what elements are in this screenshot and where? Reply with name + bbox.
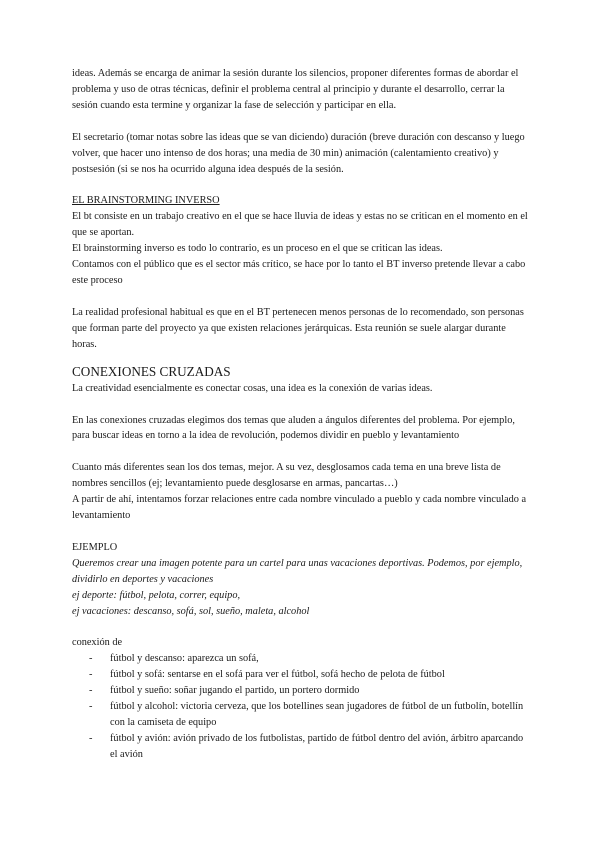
paragraph-two-themes: En las conexiones cruzadas elegimos dos temas que aluden a ángulos diferentes del problema. Por ejemplo, para buscar ideas en torno a la idea de revolución, podemos dividir en pueblo y levantamiento [72,414,515,442]
dash-bullet: - [89,732,93,744]
paragraph-session-roles: El secretario (tomar notas sobre las ideas que se van diciendo) duración (breve duración con descanso y luego volver, que hacer uno intenso de dos horas; una media de 30 min) animación (calentamiento creativo) y postsesión (si se nos ha ocurrido alguna idea después de la sesión. [72,131,525,175]
dash-bullet: - [89,685,93,697]
paragraph-inverse-definition: El brainstorming inverso es todo lo contrario, es un proceso en el que se critican las ideas. [72,243,443,255]
example-sports-list: ej deporte: fútbol, pelota, correr, equipo, [72,589,241,601]
list-item [72,651,532,667]
dash-bullet: - [89,669,93,681]
paragraph-moderator-duties: ideas. Además se encarga de animar la sesión durante los silencios, proponer diferentes formas de abordar el problema y uso de otras técnicas, definir el problema central al principio y durante el desarrollo, cerrar la sesión cuando esta termine y organizar la fase de selección y participar en ella. [72,68,519,111]
paragraph-different-themes: Cuanto más diferentes sean los dos temas, mejor. A su vez, desglosamos cada tema en una breve lista de nombres sencillos (ej; levantamiento puede desglosarse en armas, pancartas…) [72,462,501,490]
paragraph-bt-definition: El bt consiste en un trabajo creativo en el que se hace lluvia de ideas y estas no se critican en el momento en el que se aportan. [72,211,528,239]
paragraph-professional-reality: La realidad profesional habitual es que en el BT pertenecen menos personas de lo recomendado, son personas que forman parte del proyecto ya que existen relaciones jerárquicas. Esta reunión se suele alargar durante horas. [72,306,524,350]
document-page [72,66,532,763]
paragraph-public-critic: Contamos con el público que es el sector más crítico, se hace por lo tanto el BT inverso pretende llevar a cabo este proceso [72,259,526,286]
connection-label: conexión de [72,637,123,649]
list-item-text: fútbol y descanso: aparezca un sofá, [110,653,259,665]
heading-brainstorming-inverso: EL BRAINSTORMING INVERSO [72,195,220,207]
list-item-text: fútbol y sueño: soñar jugando el partido, un portero dormido [110,685,360,697]
dash-bullet: - [89,701,93,713]
heading-ejemplo: EJEMPLO [72,541,118,553]
list-item [72,699,532,731]
paragraph-force-relations: A partir de ahí, intentamos forzar relaciones entre cada nombre vinculado a pueblo y cada nombre vinculado a levantamiento [72,494,527,522]
list-item-text: fútbol y sofá: sentarse en el sofá para ver el fútbol, sofá hecho de pelota de fútbol [110,669,445,681]
list-item [72,667,532,683]
heading-conexiones-cruzadas: CONEXIONES CRUZADAS [72,363,231,379]
list-item [72,683,532,699]
paragraph-creativity: La creatividad esencialmente es conectar cosas, una idea es la conexión de varias ideas. [72,382,433,394]
example-intro: Queremos crear una imagen potente para un cartel para unas vacaciones deportivas. Podemos, por ejemplo, dividirlo en deportes y vacaciones [72,557,523,585]
list-item-text: fútbol y avión: avión privado de los futbolistas, partido de fútbol dentro del avión, árbitro aparcando el avión [110,732,524,760]
list-item-text: fútbol y alcohol: victoria cerveza, que los botellines sean jugadores de fútbol de un futbolín, botellín con la camiseta de equipo [110,701,524,728]
connection-list [72,651,532,762]
example-vacation-list: ej vacaciones: descanso, sofá, sol, sueño, maleta, alcohol [72,605,310,617]
list-item [72,731,532,763]
dash-bullet: - [89,653,93,665]
